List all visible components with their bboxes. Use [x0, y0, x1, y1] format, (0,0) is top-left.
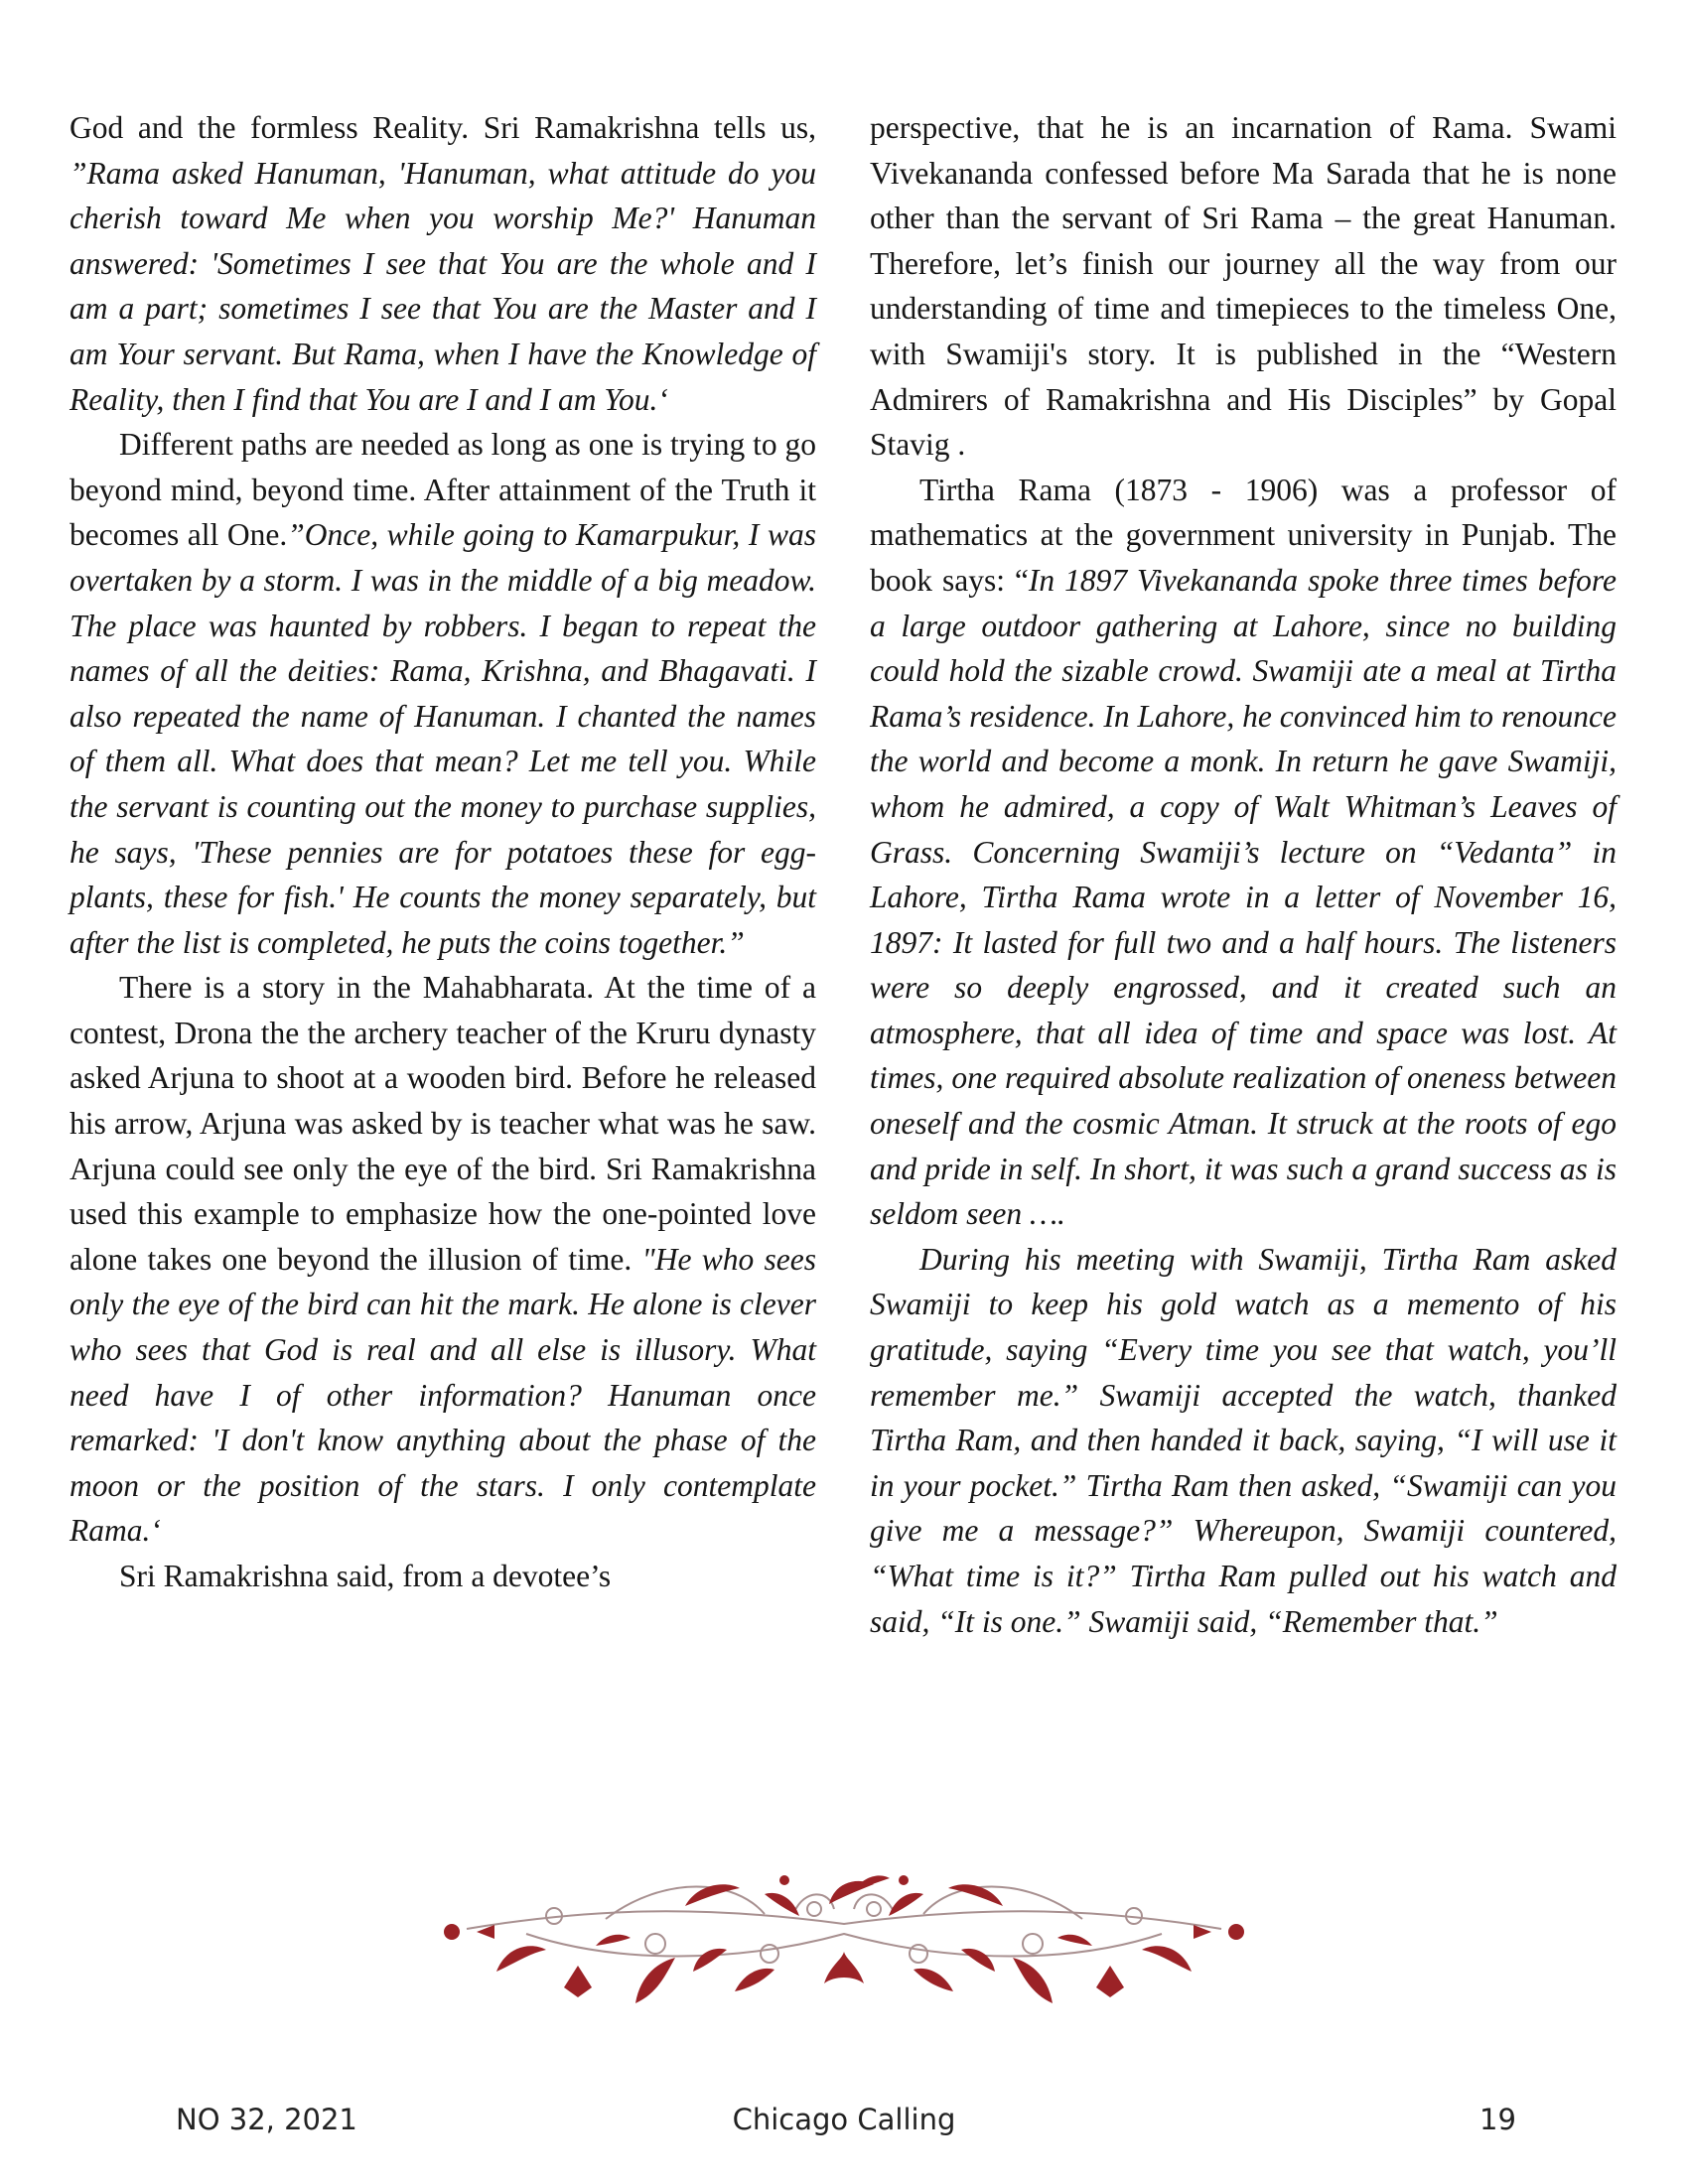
- paragraph: Tirtha Rama (1873 - 1906) was a professor of mathematics at the government university in Punjab. The book says: “In 1897 Vivekananda spoke three times before a large outdoor gathering at Lahore, since no building could hold the sizable crowd. Swamiji ate a meal at Tirtha Rama’s residence. In Lahore, he convinced him to renounce the world and become a monk. In return he gave Swamiji, whom he admired, a copy of Walt Whitman’s Leaves of Grass. Concerning Swamiji’s lecture on “Vedanta” in Lahore, Tirtha Rama wrote in a letter of November 16, 1897: It lasted for full two and a half hours. The listeners were so deeply engrossed, and it created such an atmosphere, that all idea of time and space was lost. At times, one required absolute realization of oneness between oneself and the cosmic Atman. It struck at the roots of ego and pride in self. In short, it was such a grand success as is seldom seen ….: [870, 472, 1617, 1232]
- paragraph: Different paths are needed as long as one is trying to go beyond mind, beyond time. After attainment of the Truth it becomes all One.”Once, while going to Kamarpukur, I was overtaken by a storm. I was in the middle of a big meadow. The place was haunted by robbers. I began to repeat the names of all the deities: Rama, Krishna, and Bhagavati. I also repeated the name of Hanuman. I chanted the names of them all. What does that mean? Let me tell you. While the servant is counting out the money to purchase supplies, he says, 'These pennies are for potatoes these for egg-plants, these for fish.' He counts the money separately, but after the list is completed, he puts the coins together.”: [70, 427, 816, 960]
- footer-title: Chicago Calling: [732, 2103, 956, 2136]
- footer-issue: NO 32, 2021: [176, 2103, 357, 2136]
- floral-divider-icon: [437, 1854, 1251, 2023]
- right-column: [870, 105, 1617, 1644]
- quote: "He who sees only the eye of the bird can hit the mark. He alone is clever who sees that God is real and all else is illusory. What need have I of other information? Hanuman once remarked: 'I don't know anything about the phase of the moon or the position of the stars. I only contemplate Rama.‘: [70, 1241, 817, 1549]
- quote: ”Rama asked Hanuman, 'Hanuman, what attitude do you cherish toward Me when you worship Me?' Hanuman answered: 'Sometimes I see that You are the whole and I am a part; sometimes I see that You are the Master and I am Your servant. But Rama, when I have the Knowledge of Reality, then I find that You are I and I am You.‘: [70, 155, 816, 417]
- quote: In 1897 Vivekananda spoke three times before a large outdoor gathering at Lahore, since no building could hold the sizable crowd. Swamiji ate a meal at Tirtha Rama’s residence. In Lahore, he convinced him to renounce the world and become a monk. In return he gave Swamiji, whom he admired, a copy of Walt Whitman’s Leaves of Grass. Concerning Swamiji’s lecture on “Vedanta” in Lahore, Tirtha Rama wrote in a letter of November 16, 1897: It lasted for full two and a half hours. The listeners were so deeply engrossed, and it created such an atmosphere, that all idea of time and space was lost. At times, one required absolute realization of oneness between oneself and the cosmic Atman. It struck at the roots of ego and pride in self. In short, it was such a grand success as is seldom seen ….: [870, 562, 1617, 1232]
- quote: During his meeting with Swamiji, Tirtha Ram asked Swamiji to keep his gold watch as a memento of his gratitude, saying “Every time you see that watch, you’ll remember me.” Swamiji accepted the watch, thanked Tirtha Ram, and then handed it back, saying, “I will use it in your pocket.” Tirtha Ram then asked, “Swamiji can you give me a message?” Whereupon, Swamiji countered, “What time is it?” Tirtha Ram pulled out his watch and said, “It is one.” Swamiji said, “Remember that.”: [870, 1241, 1617, 1639]
- quote: ”Once, while going to Kamarpukur, I was overtaken by a storm. I was in the middle of a big meadow. The place was haunted by robbers. I began to repeat the names of all the deities: Rama, Krishna, and Bhagavati. I also repeated the name of Hanuman. I chanted the names of them all. What does that mean? Let me tell you. While the servant is counting out the money to purchase supplies, he says, 'These pennies are for potatoes these for egg-plants, these for fish.' He counts the money separately, but after the list is completed, he puts the coins together.”: [70, 517, 816, 960]
- paragraph: perspective, that he is an incarnation of Rama. Swami Vivekananda confessed before Ma Sarada that he is none other than the servant of Sri Rama – the great Hanuman. Therefore, let’s finish our journey all the way from our understanding of time and timepieces to the timeless One, with Swamiji's story. It is published in the “Western Admirers of Ramakrishna and His Disciples” by Gopal Stavig .: [870, 110, 1617, 463]
- paragraph: Sri Ramakrishna said, from a devotee’s: [119, 1559, 612, 1593]
- paragraph: [870, 1237, 1617, 1644]
- page-number: 19: [1479, 2103, 1516, 2136]
- left-column: [70, 105, 816, 1599]
- paragraph: There is a story in the Mahabharata. At the time of a contest, Drona the the archery teacher of the Kruru dynasty asked Arjuna to shoot at a wooden bird. Before he released his arrow, Arjuna was asked by is teacher what was he saw. Arjuna could see only the eye of the bird. Sri Ramakrishna used this example to emphasize how the one-pointed love alone takes one beyond the illusion of time. "He who sees only the eye of the bird can hit the mark. He alone is clever who sees that God is real and all else is illusory. What need have I of other information? Hanuman once remarked: 'I don't know anything about the phase of the moon or the position of the stars. I only contemplate Rama.‘: [70, 970, 817, 1549]
- paragraph: God and the formless Reality. Sri Ramakrishna tells us, ”Rama asked Hanuman, 'Hanuman, what attitude do you cherish toward Me when you worship Me?' Hanuman answered: 'Sometimes I see that You are the whole and I am a part; sometimes I see that You are the Master and I am Your servant. But Rama, when I have the Knowledge of Reality, then I find that You are I and I am You.‘: [70, 110, 816, 417]
